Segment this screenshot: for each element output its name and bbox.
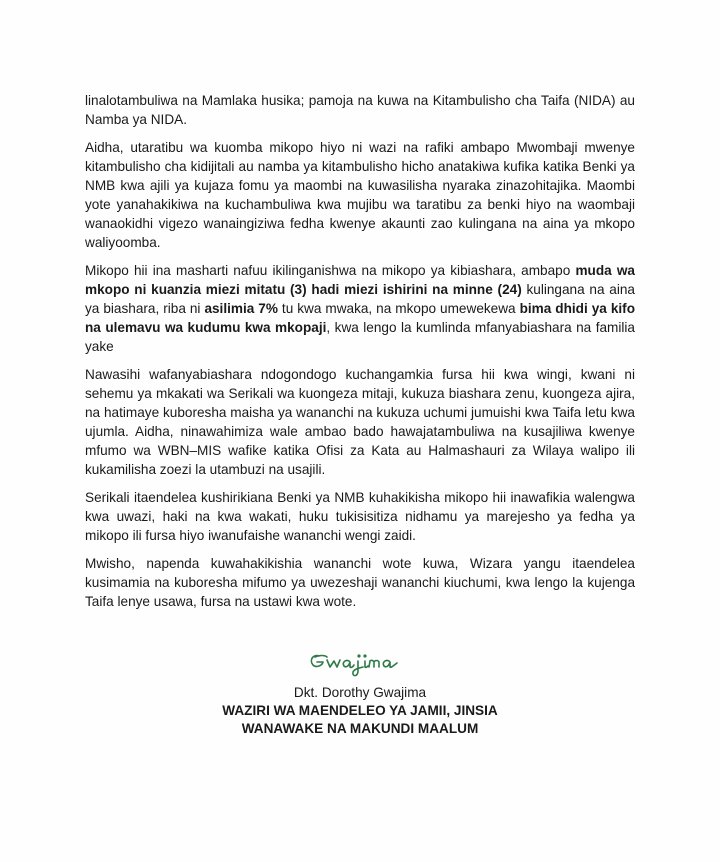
paragraph-text: Serikali itaendelea kushirikiana Benki ya NMB kuhakikisha mikopo hii inawafikia walengwa kwa uwazi, haki na kwa wakati, huku tukisisitiza nidhamu ya marejesho ya fedha ya mikopo ili fursa hiyo iwanufaishe wananchi wengi zaidi. — [85, 490, 635, 543]
loan-period-emphasis: muda wa mkopo ni kuanzia miezi mitatu (3) hadi miezi ishirini na minne (24) — [85, 263, 635, 297]
letter-body — [85, 91, 635, 620]
paragraph-closing — [85, 554, 635, 611]
paragraph-text: Nawasihi wafanyabiashara ndogondogo kuchangamkia fursa hii kwa wingi, kwani ni sehemu ya mkakati wa Serikali wa kuongeza mitaji, kukuza biashara zenu, kuongeza ajira, na hatimaye kuboresha maisha ya wananchi na kukuza uchumi jumuishi kwa Taifa letu kwa ujumla. Aidha, ninawahimiza wale ambao bado hawajatambuliwa na kusajiliwa kwenye mfumo wa WBN–MIS wafike katika Ofisi za Kata au Halmashauri za Wilaya walipo ili kukamilisha zoezi la utambuzi na usajili. — [85, 367, 635, 477]
paragraph-text: Aidha, utaratibu wa kuomba mikopo hiyo ni wazi na rafiki ambapo Mwombaji mwenye kitambulisho cha kidijitali au namba ya kitambulisho hicho anatakiwa kufika katika Benki ya NMB kwa ajili ya kujaza fomu ya maombi na kuwasilisha nyaraka zinazohitajika. Maombi yote yanahakikiwa na kuchambuliwa kwa mujibu wa taratibu za benki hiyo na waombaji wanaokidhi vigezo wanaingiziwa fedha kwenye akaunti zao kulingana na aina ya mkopo waliyoomba. — [85, 140, 635, 250]
handwritten-signature — [305, 640, 415, 680]
paragraph-text: linalotambuliwa na Mamlaka husika; pamoja na kuwa na Kitambulisho cha Taifa (NIDA) au Namba ya NIDA. — [85, 93, 635, 127]
paragraph-text: Mikopo hii ina masharti nafuu ikilinganishwa na mikopo ya kibiashara, ambapo — [85, 263, 576, 278]
paragraph-loan-terms — [85, 261, 635, 356]
paragraph-text: Mwisho, napenda kuwahakikishia wananchi wote kuwa, Wizara yangu itaendelea kusimamia na kuboresha mifumo ya uwezeshaji wananchi kiuchumi, kwa lengo la kujenga Taifa lenye usawa, fursa na ustawi kwa wote. — [85, 556, 635, 609]
paragraph-nida-requirement — [85, 91, 635, 129]
paragraph-appeal-to-traders — [85, 365, 635, 479]
signatory-name: Dkt. Dorothy Gwajima — [293, 685, 427, 700]
paragraph-text: tu kwa mwaka, na mkopo umewekewa — [277, 301, 520, 316]
signatory-title-line-2: WANAWAKE NA MAKUNDI MAALUM — [241, 721, 479, 736]
paragraph-text: , kwa lengo la kumlinda mfanyabiashara na familia yake — [85, 320, 635, 354]
paragraph-application-process — [85, 138, 635, 252]
signature-block — [160, 640, 560, 738]
interest-rate-emphasis: asilimia 7% — [204, 301, 278, 316]
paragraph-text: kulingana na aina ya biashara, riba ni — [85, 282, 635, 316]
signatory-title-line-1: WAZIRI WA MAENDELEO YA JAMII, JINSIA — [222, 703, 498, 718]
paragraph-government-commitment — [85, 488, 635, 545]
insurance-emphasis: bima dhidi ya kifo na ulemavu wa kudumu kwa mkopaji — [85, 301, 635, 335]
